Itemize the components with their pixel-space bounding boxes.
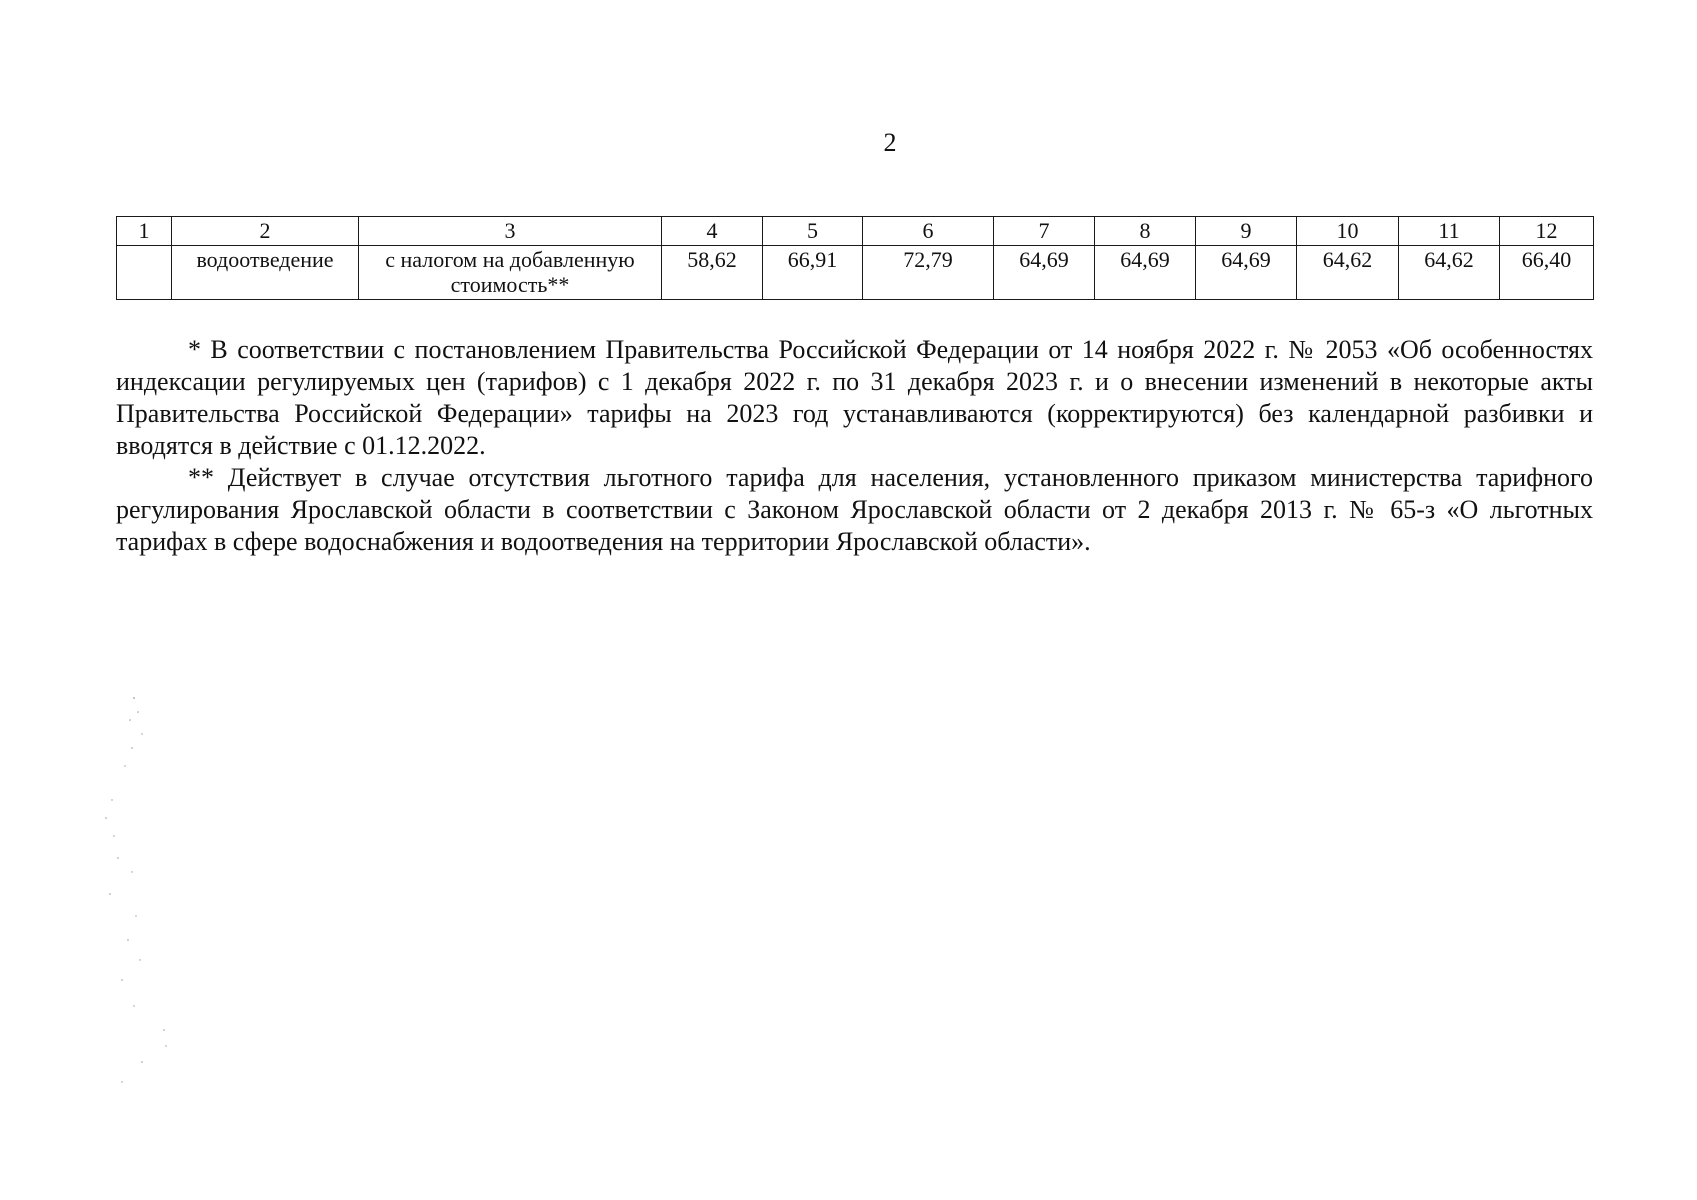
tariff-value: 66,40: [1500, 246, 1594, 300]
footnote-1: * В соответствии с постановлением Правительства Российской Федерации от 14 ноября 2022 г. № 2053 «Об особенностях индексации регулируемых цен (тарифов) с 1 декабря 2022 г. по 31 декабря 2023 г. и о внесении изменений в некоторые акты Правительства Российской Федерации» тарифы на 2023 год устанавливаются (корректируются) без календарной разбивки и вводятся в действие с 01.12.2022.: [116, 335, 1593, 460]
table-row: [117, 246, 1594, 300]
column-number: 1: [117, 217, 172, 246]
page-number: 2: [883, 128, 897, 157]
column-number: 5: [763, 217, 863, 246]
column-number: 7: [994, 217, 1095, 246]
column-number: 12: [1500, 217, 1594, 246]
footnotes: [116, 334, 1593, 558]
scan-artifacts: [92, 690, 182, 1110]
column-number: 6: [863, 217, 994, 246]
row-number-cell: [117, 246, 172, 300]
column-number: 9: [1196, 217, 1297, 246]
tariff-value: 58,62: [662, 246, 763, 300]
column-number: 8: [1095, 217, 1196, 246]
tariff-value: 64,62: [1297, 246, 1399, 300]
column-number: 2: [172, 217, 359, 246]
tax-cell: [359, 246, 662, 300]
column-number: 4: [662, 217, 763, 246]
tariff-table: [116, 216, 1594, 300]
tax-line-2: стоимость**: [450, 272, 570, 297]
column-number: 10: [1297, 217, 1399, 246]
tariff-value: 66,91: [763, 246, 863, 300]
column-number: 11: [1399, 217, 1500, 246]
footnote-2: ** Действует в случае отсутствия льготного тарифа для населения, установленного приказом министерства тарифного регулирования Ярославской области в соответствии с Законом Ярославской области от 2 декабря 2013 г. № 65-з «О льготных тарифах в сфере водоснабжения и водоотведения на территории Ярославской области».: [116, 463, 1593, 556]
tariff-value: 64,69: [1196, 246, 1297, 300]
tariff-value: 72,79: [863, 246, 994, 300]
service-cell: водоотведение: [172, 246, 359, 300]
tariff-value: 64,69: [1095, 246, 1196, 300]
column-number-row: [117, 217, 1594, 246]
column-number: 3: [359, 217, 662, 246]
tariff-value: 64,69: [994, 246, 1095, 300]
tax-line-1: с налогом на добавленную: [385, 247, 635, 272]
tariff-value: 64,62: [1399, 246, 1500, 300]
